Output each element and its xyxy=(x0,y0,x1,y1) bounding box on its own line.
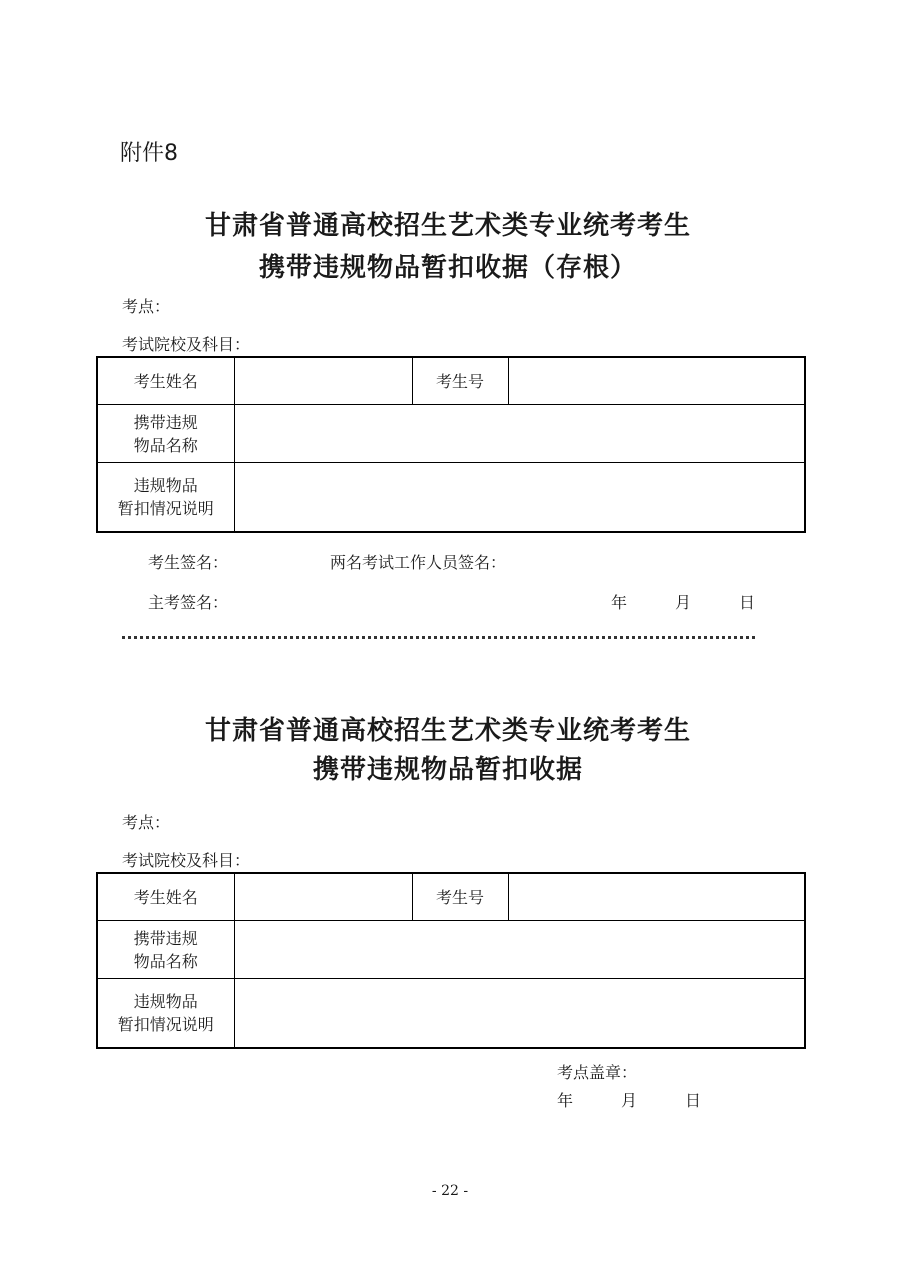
receipt-name-field[interactable] xyxy=(234,873,412,921)
stub-date-day: 日 xyxy=(739,593,756,612)
receipt-date-day: 日 xyxy=(685,1091,702,1110)
receipt-desc-label-line1: 违规物品 xyxy=(133,992,198,1011)
receipt-item-label-line2: 物品名称 xyxy=(133,951,198,971)
receipt-desc-field[interactable] xyxy=(234,979,805,1049)
stub-desc-label-line2: 暂扣情况说明 xyxy=(117,499,214,518)
stub-date-month: 月 xyxy=(675,593,692,612)
receipt-date-month: 月 xyxy=(621,1091,638,1110)
receipt-number-field[interactable] xyxy=(508,873,805,921)
stub-desc-field[interactable] xyxy=(234,463,805,533)
chief-signature-label: 主考签名： xyxy=(148,593,229,612)
stub-desc-label-line1: 违规物品 xyxy=(133,476,198,495)
receipt-exam-site-label: 考点： xyxy=(122,813,171,832)
receipt-number-label: 考生号 xyxy=(412,873,508,921)
stub-title-line1: 甘肃省普通高校招生艺术类专业统考考生 xyxy=(204,211,691,241)
stub-desc-label xyxy=(97,463,234,533)
receipt-title-line2: 携带违规物品暂扣收据 xyxy=(312,755,583,785)
stub-form-table xyxy=(96,356,806,533)
receipt-desc-label-line2: 暂扣情况说明 xyxy=(117,1015,214,1034)
stub-number-field[interactable] xyxy=(508,357,805,405)
receipt-form-table xyxy=(96,872,806,1049)
page-number: - 22 - xyxy=(431,1183,469,1199)
stub-date-year: 年 xyxy=(611,593,628,612)
receipt-name-label: 考生姓名 xyxy=(97,873,234,921)
candidate-signature-label: 考生签名： xyxy=(148,553,229,572)
receipt-date-year: 年 xyxy=(557,1091,574,1110)
stub-title-line2: 携带违规物品暂扣收据（存根） xyxy=(258,253,637,283)
receipt-title-line1: 甘肃省普通高校招生艺术类专业统考考生 xyxy=(204,716,691,746)
stub-item-label-line1: 携带违规 xyxy=(133,412,198,432)
seal-label: 考点盖章： xyxy=(557,1063,638,1082)
stub-item-label-line2: 物品名称 xyxy=(133,435,198,455)
stub-name-label: 考生姓名 xyxy=(97,357,234,405)
stub-number-label: 考生号 xyxy=(412,357,508,405)
stub-school-subject-label: 考试院校及科目： xyxy=(122,335,251,354)
receipt-item-label-line1: 携带违规 xyxy=(133,928,198,948)
stub-item-label xyxy=(97,405,234,463)
staff-signature-label: 两名考试工作人员签名： xyxy=(330,553,507,572)
receipt-item-field[interactable] xyxy=(234,921,805,979)
stub-name-field[interactable] xyxy=(234,357,412,405)
receipt-desc-label xyxy=(97,979,234,1049)
receipt-item-label xyxy=(97,921,234,979)
cut-line-divider xyxy=(122,636,755,639)
attachment-label: 附件8 xyxy=(120,141,178,166)
stub-exam-site-label: 考点： xyxy=(122,297,171,316)
receipt-school-subject-label: 考试院校及科目： xyxy=(122,851,251,870)
stub-item-field[interactable] xyxy=(234,405,805,463)
